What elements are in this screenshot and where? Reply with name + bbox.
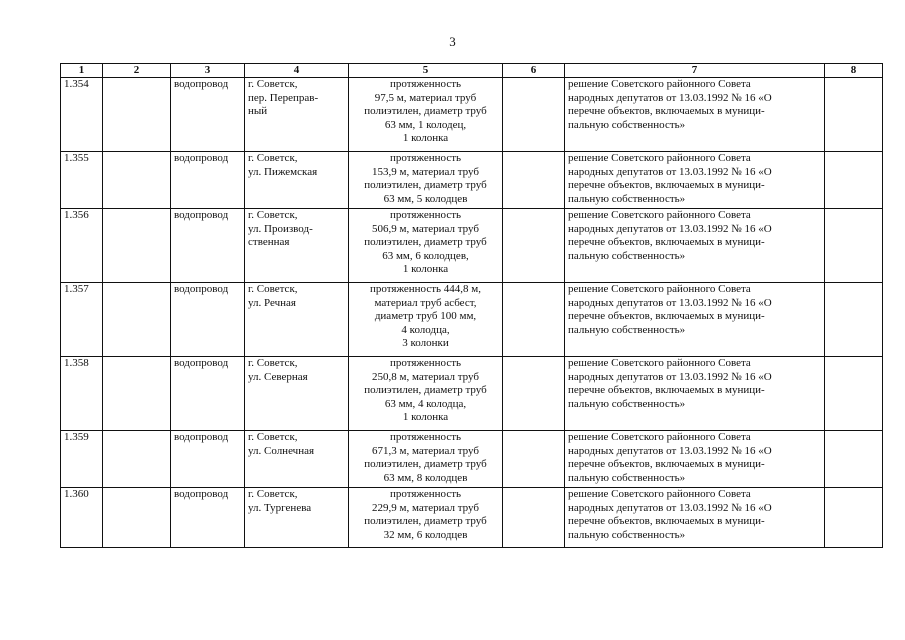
cell-description bbox=[349, 488, 503, 548]
cell-description-line: 63 мм, 5 колодцев bbox=[383, 192, 468, 205]
registry-body bbox=[61, 78, 883, 548]
cell-description-line: 1 колонка bbox=[402, 411, 449, 423]
cell-basis-line: народных депутатов от 13.03.1992 № 16 «О bbox=[568, 370, 772, 383]
cell-basis-line: пальную собственность» bbox=[568, 323, 686, 336]
cell-description-line: диаметр труб 100 мм, bbox=[374, 310, 477, 322]
cell-col6 bbox=[503, 152, 565, 209]
cell-address-line: г. Советск, bbox=[248, 488, 298, 500]
column-header: 3 bbox=[171, 64, 245, 78]
cell-col6 bbox=[503, 209, 565, 283]
cell-address-line: ул. Пижемская bbox=[248, 165, 318, 178]
cell-description-line: 32 мм, 6 колодцев bbox=[383, 528, 468, 541]
cell-basis-line: пальную собственность» bbox=[568, 528, 686, 541]
cell-description-line: 63 мм, 6 колодцев, bbox=[382, 249, 469, 262]
cell-number: 1.360 bbox=[61, 488, 103, 548]
cell-description-line: 229,9 м, материал труб bbox=[372, 501, 479, 514]
cell-col8 bbox=[825, 152, 883, 209]
cell-description-line: 671,3 м, материал труб bbox=[372, 444, 479, 457]
cell-description-line: полиэтилен, диаметр труб bbox=[364, 105, 487, 117]
cell-number: 1.357 bbox=[61, 283, 103, 357]
cell-basis-line: решение Советского районного Совета bbox=[568, 209, 751, 221]
cell-description-line: протяженность bbox=[389, 431, 462, 443]
cell-basis-line: народных депутатов от 13.03.1992 № 16 «О bbox=[568, 296, 772, 309]
cell-description bbox=[349, 283, 503, 357]
cell-basis-line: пальную собственность» bbox=[568, 192, 686, 205]
cell-description-line: материал труб асбест, bbox=[374, 296, 477, 309]
cell-basis bbox=[565, 152, 825, 209]
cell-description-line: 250,8 м, материал труб bbox=[372, 370, 479, 383]
column-header: 8 bbox=[825, 64, 883, 78]
cell-description-line: полиэтилен, диаметр труб bbox=[364, 515, 487, 527]
cell-address-line: ул. Речная bbox=[248, 296, 296, 309]
cell-address bbox=[245, 209, 349, 283]
header-row bbox=[61, 64, 883, 78]
cell-address-line: г. Советск, bbox=[248, 78, 298, 90]
cell-basis bbox=[565, 209, 825, 283]
cell-description-line: полиэтилен, диаметр труб bbox=[364, 384, 487, 396]
cell-description-line: 63 мм, 4 колодца, bbox=[384, 397, 467, 410]
table-row bbox=[61, 152, 883, 209]
cell-col6 bbox=[503, 488, 565, 548]
cell-description-line: 3 колонки bbox=[402, 337, 449, 349]
cell-description bbox=[349, 431, 503, 488]
cell-object-type: водопровод bbox=[171, 488, 245, 548]
cell-description-line: 97,5 м, материал труб bbox=[374, 91, 477, 104]
column-header: 5 bbox=[349, 64, 503, 78]
cell-address bbox=[245, 152, 349, 209]
cell-number: 1.358 bbox=[61, 357, 103, 431]
cell-address-line: ул. Производ- bbox=[248, 222, 313, 235]
cell-address-line: ул. Северная bbox=[248, 370, 308, 383]
cell-basis-line: решение Советского районного Совета bbox=[568, 431, 751, 443]
cell-object-type: водопровод bbox=[171, 209, 245, 283]
cell-address bbox=[245, 357, 349, 431]
cell-basis bbox=[565, 78, 825, 152]
cell-address bbox=[245, 78, 349, 152]
cell-address-line: г. Советск, bbox=[248, 431, 298, 443]
cell-description-line: полиэтилен, диаметр труб bbox=[364, 458, 487, 470]
cell-description bbox=[349, 152, 503, 209]
cell-basis-line: решение Советского районного Совета bbox=[568, 283, 751, 295]
cell-col6 bbox=[503, 431, 565, 488]
cell-description bbox=[349, 357, 503, 431]
cell-description-line: 506,9 м, материал труб bbox=[372, 222, 479, 235]
cell-basis bbox=[565, 488, 825, 548]
table-row bbox=[61, 283, 883, 357]
cell-description-line: 4 колодца, bbox=[401, 323, 450, 336]
cell-description-line: протяженность bbox=[389, 488, 462, 500]
cell-col8 bbox=[825, 357, 883, 431]
cell-description-line: 63 мм, 8 колодцев bbox=[383, 471, 468, 484]
cell-description-line: протяженность bbox=[389, 357, 462, 369]
cell-object-type: водопровод bbox=[171, 357, 245, 431]
registry-table bbox=[60, 63, 883, 548]
cell-basis-line: народных депутатов от 13.03.1992 № 16 «О bbox=[568, 165, 772, 178]
cell-basis-line: перечне объектов, включаемых в муници- bbox=[568, 105, 765, 117]
cell-basis-line: решение Советского районного Совета bbox=[568, 488, 751, 500]
cell-object-type: водопровод bbox=[171, 152, 245, 209]
cell-object-type: водопровод bbox=[171, 283, 245, 357]
cell-object-type: водопровод bbox=[171, 78, 245, 152]
cell-basis-line: народных депутатов от 13.03.1992 № 16 «О bbox=[568, 222, 772, 235]
cell-basis-line: народных депутатов от 13.03.1992 № 16 «О bbox=[568, 444, 772, 457]
cell-address-line: г. Советск, bbox=[248, 209, 298, 221]
cell-col2 bbox=[103, 78, 171, 152]
cell-address bbox=[245, 488, 349, 548]
column-header: 7 bbox=[565, 64, 825, 78]
cell-col2 bbox=[103, 283, 171, 357]
cell-basis-line: пальную собственность» bbox=[568, 397, 686, 410]
cell-col2 bbox=[103, 488, 171, 548]
cell-basis-line: перечне объектов, включаемых в муници- bbox=[568, 310, 765, 322]
table-row bbox=[61, 488, 883, 548]
column-header: 1 bbox=[61, 64, 103, 78]
cell-number: 1.359 bbox=[61, 431, 103, 488]
cell-number: 1.356 bbox=[61, 209, 103, 283]
cell-address-line: ул. Тургенева bbox=[248, 501, 312, 514]
cell-col8 bbox=[825, 209, 883, 283]
table-row bbox=[61, 78, 883, 152]
cell-col2 bbox=[103, 152, 171, 209]
cell-number: 1.355 bbox=[61, 152, 103, 209]
cell-col2 bbox=[103, 431, 171, 488]
column-header: 6 bbox=[503, 64, 565, 78]
cell-address bbox=[245, 431, 349, 488]
cell-col8 bbox=[825, 283, 883, 357]
cell-basis-line: народных депутатов от 13.03.1992 № 16 «О bbox=[568, 91, 772, 104]
cell-description-line: полиэтилен, диаметр труб bbox=[364, 179, 487, 191]
cell-basis bbox=[565, 431, 825, 488]
cell-basis-line: народных депутатов от 13.03.1992 № 16 «О bbox=[568, 501, 772, 514]
cell-number: 1.354 bbox=[61, 78, 103, 152]
cell-basis-line: решение Советского районного Совета bbox=[568, 152, 751, 164]
cell-basis-line: пальную собственность» bbox=[568, 249, 686, 262]
cell-description-line: 153,9 м, материал труб bbox=[372, 165, 479, 178]
cell-description-line: 1 колонка bbox=[402, 263, 449, 275]
cell-description-line: протяженность bbox=[389, 152, 462, 164]
cell-col8 bbox=[825, 78, 883, 152]
cell-basis bbox=[565, 283, 825, 357]
page-number: 3 bbox=[449, 34, 456, 49]
cell-description-line: протяженность 444,8 м, bbox=[369, 283, 481, 295]
cell-col6 bbox=[503, 357, 565, 431]
cell-basis-line: перечне объектов, включаемых в муници- bbox=[568, 384, 765, 396]
cell-description-line: протяженность bbox=[389, 78, 462, 90]
cell-description-line: протяженность bbox=[389, 209, 462, 221]
cell-col2 bbox=[103, 209, 171, 283]
table-row bbox=[61, 431, 883, 488]
cell-description-line: 1 колонка bbox=[402, 132, 449, 144]
cell-address-line: г. Советск, bbox=[248, 357, 298, 369]
table-row bbox=[61, 357, 883, 431]
cell-address-line: ный bbox=[248, 105, 268, 117]
cell-basis-line: решение Советского районного Совета bbox=[568, 357, 751, 369]
cell-basis-line: перечне объектов, включаемых в муници- bbox=[568, 236, 765, 248]
cell-basis-line: перечне объектов, включаемых в муници- bbox=[568, 458, 765, 470]
cell-col2 bbox=[103, 357, 171, 431]
table-row bbox=[61, 209, 883, 283]
cell-col8 bbox=[825, 431, 883, 488]
cell-basis-line: пальную собственность» bbox=[568, 118, 686, 131]
cell-address-line: пер. Переправ- bbox=[248, 91, 319, 104]
column-header: 2 bbox=[103, 64, 171, 78]
cell-address-line: г. Советск, bbox=[248, 283, 298, 295]
cell-description-line: полиэтилен, диаметр труб bbox=[364, 236, 487, 248]
cell-col8 bbox=[825, 488, 883, 548]
cell-description bbox=[349, 78, 503, 152]
column-header: 4 bbox=[245, 64, 349, 78]
cell-basis-line: перечне объектов, включаемых в муници- bbox=[568, 515, 765, 527]
cell-col6 bbox=[503, 78, 565, 152]
cell-col6 bbox=[503, 283, 565, 357]
cell-address bbox=[245, 283, 349, 357]
cell-description-line: 63 мм, 1 колодец, bbox=[384, 118, 467, 131]
cell-basis-line: перечне объектов, включаемых в муници- bbox=[568, 179, 765, 191]
cell-address-line: г. Советск, bbox=[248, 152, 298, 164]
cell-description bbox=[349, 209, 503, 283]
cell-address-line: ственная bbox=[248, 236, 290, 248]
cell-basis bbox=[565, 357, 825, 431]
cell-basis-line: пальную собственность» bbox=[568, 471, 686, 484]
cell-basis-line: решение Советского районного Совета bbox=[568, 78, 751, 90]
cell-object-type: водопровод bbox=[171, 431, 245, 488]
cell-address-line: ул. Солнечная bbox=[248, 444, 315, 457]
